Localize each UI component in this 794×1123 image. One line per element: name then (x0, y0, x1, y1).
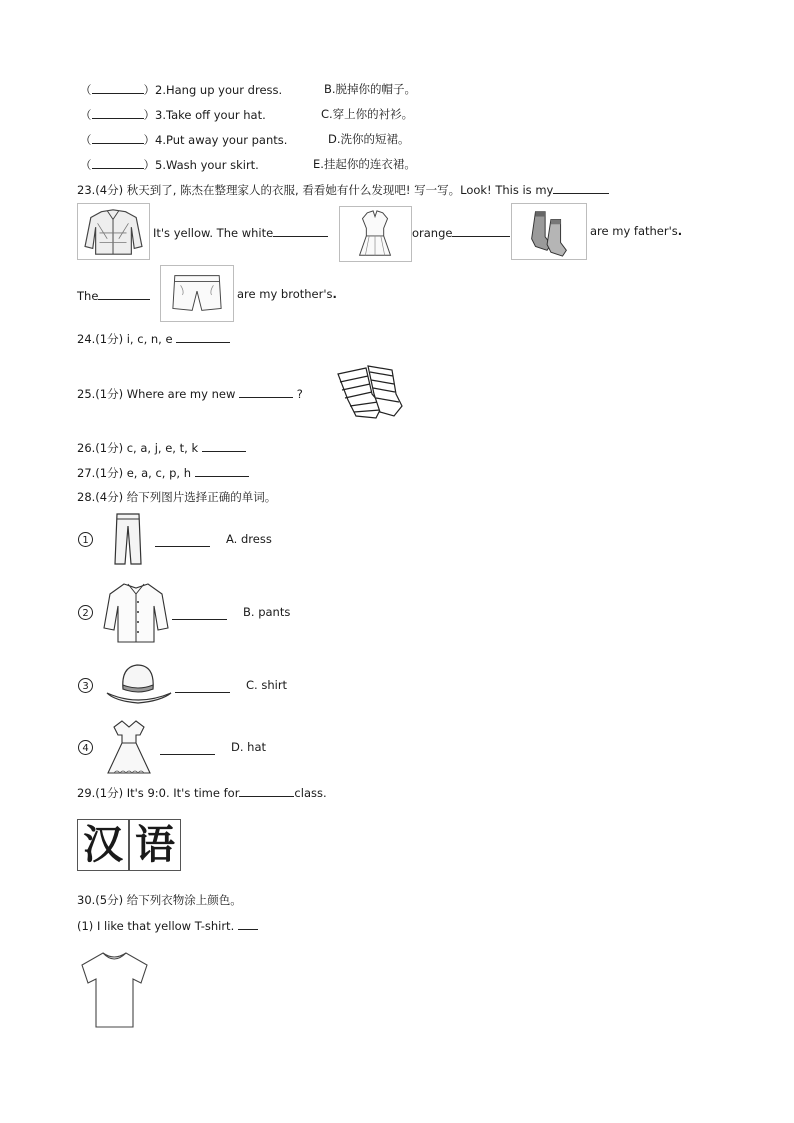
hat-icon (101, 657, 175, 711)
answer-blank[interactable] (92, 106, 144, 119)
question-27: 27.(1分) e, a, c, p, h (77, 464, 249, 481)
item-number: 4 (78, 740, 93, 755)
answer-blank[interactable] (98, 287, 150, 300)
dress-icon (339, 206, 412, 262)
answer-blank[interactable] (553, 181, 609, 194)
answer-blank[interactable] (273, 224, 328, 237)
answer-blank[interactable] (175, 680, 230, 693)
question-25: 25.(1分) Where are my new ? (77, 387, 303, 401)
socks-icon (511, 203, 587, 260)
item-number: 3 (78, 678, 93, 693)
match-option: C.穿上你的衬衫。 (321, 107, 414, 121)
q23-line2: orange (412, 224, 510, 240)
question-24: 24.(1分) i, c, n, e (77, 330, 230, 347)
answer-blank[interactable] (172, 607, 227, 620)
option-label: A. dress (226, 532, 272, 546)
q23-line5: are my brother's. (237, 287, 337, 301)
question-29: 29.(1分) It's 9:0. It's time for class. (77, 786, 327, 800)
character-han: 汉 (77, 819, 129, 871)
jacket-icon (77, 203, 150, 260)
item-number: 1 (78, 532, 93, 547)
shirt-icon (100, 580, 172, 644)
answer-blank[interactable] (92, 131, 144, 144)
question-28-title: 28.(4分) 给下列图片选择正确的单词。 (77, 490, 277, 504)
answer-blank[interactable] (452, 224, 510, 237)
answer-blank[interactable] (239, 784, 294, 797)
question-30-sub1: (1) I like that yellow T-shirt. (77, 917, 258, 933)
question-23-title: 23.(4分) 秋天到了, 陈杰在整理家人的衣服, 看看她有什么发现吧! 写一写。Look! This is my (77, 181, 609, 198)
option-label: C. shirt (246, 678, 288, 692)
answer-blank[interactable] (155, 534, 210, 547)
answer-blank[interactable] (92, 156, 144, 169)
q23-line3: are my father's. (590, 224, 683, 238)
match-row: （ ）4.Put away your pants. (80, 133, 288, 147)
match-option: B.脱掉你的帽子。 (324, 82, 417, 96)
match-row: （ ）5.Wash your skirt. (80, 158, 259, 172)
shorts-icon (160, 265, 234, 322)
match-option: E.挂起你的连衣裙。 (313, 157, 416, 171)
match-row: （ ）3.Take off your hat. (80, 108, 266, 122)
option-label: B. pants (243, 605, 291, 619)
q23-line1: It's yellow. The white (153, 224, 328, 240)
pants-icon (101, 512, 154, 566)
q23-line4: The (77, 287, 150, 303)
chinese-characters-card (77, 819, 181, 871)
answer-blank[interactable] (160, 742, 215, 755)
striped-socks-icon (326, 360, 406, 424)
answer-blank[interactable] (239, 385, 293, 398)
answer-blank[interactable] (195, 464, 249, 477)
question-30-title: 30.(5分) 给下列衣物涂上颜色。 (77, 893, 242, 907)
option-label: D. hat (231, 740, 267, 754)
answer-blank[interactable] (202, 439, 246, 452)
match-option: D.洗你的短裙。 (328, 132, 410, 146)
answer-blank[interactable] (238, 917, 258, 930)
answer-blank[interactable] (176, 330, 230, 343)
item-number: 2 (78, 605, 93, 620)
match-row: （ ）2.Hang up your dress. (80, 83, 283, 97)
dress-icon (100, 717, 158, 777)
answer-blank[interactable] (92, 81, 144, 94)
tshirt-icon (77, 949, 152, 1031)
character-yu: 语 (129, 819, 181, 871)
question-26: 26.(1分) c, a, j, e, t, k (77, 439, 246, 456)
